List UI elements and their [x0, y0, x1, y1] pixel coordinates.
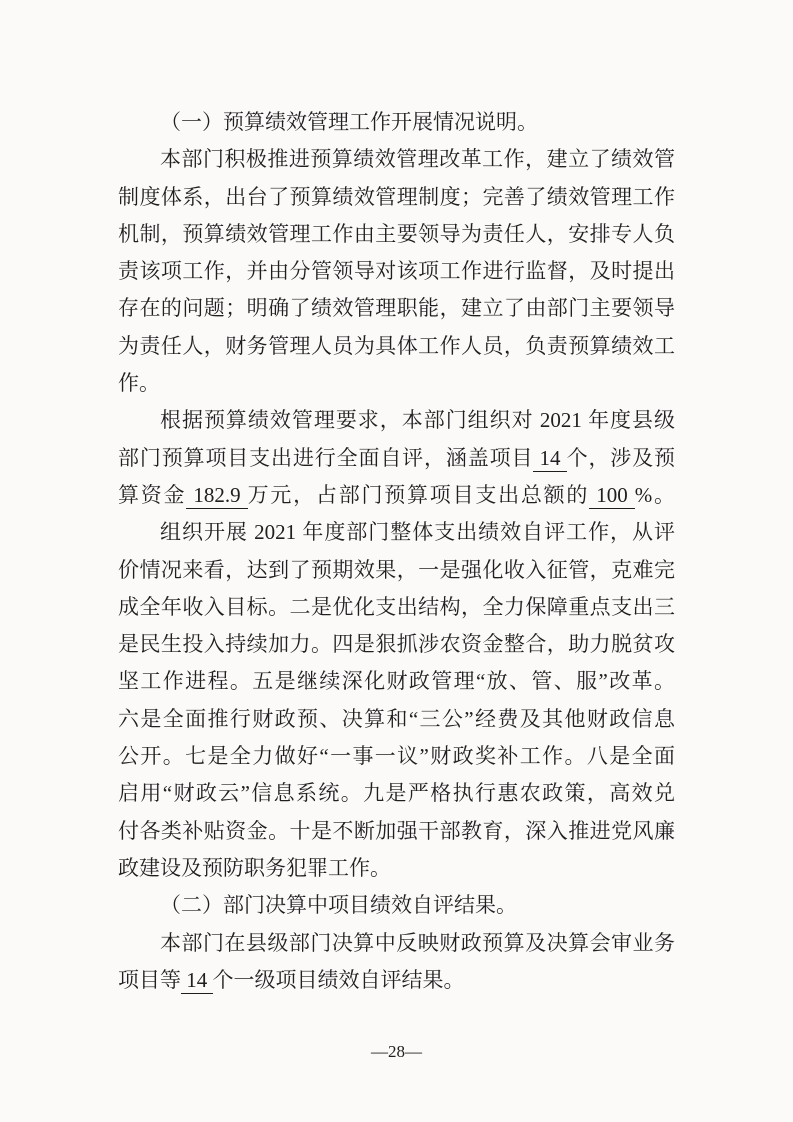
text-line [118, 365, 675, 402]
text-segment: 个，涉及预 [566, 445, 675, 470]
text-line [118, 328, 675, 365]
text-line [118, 589, 675, 626]
text-line [118, 514, 675, 551]
text-segment: 存在的问题；明确了绩效管理职能，建立了由部门主要领导 [118, 296, 675, 321]
text-segment: 根据预算绩效管理要求，本部门组织对 2021 年度县级 [160, 408, 675, 433]
text-segment: 部门预算项目支出进行全面自评，涵盖项目 [118, 445, 534, 470]
text-segment: 算资金 [118, 482, 187, 507]
text-segment: （二）部门决算中项目绩效自评结果。 [160, 893, 517, 918]
underlined-value: 14 [181, 967, 213, 992]
underlined-value: 100 [589, 482, 635, 507]
text-line [118, 775, 675, 812]
text-segment: （一）预算绩效管理工作开展情况说明。 [160, 110, 538, 134]
document-body [118, 104, 675, 999]
text-line [118, 402, 675, 439]
text-segment: 机制，预算绩效管理工作由主要领导为责任人，安排专人负 [118, 221, 675, 246]
text-line [118, 253, 675, 290]
section-heading-2 [118, 887, 675, 924]
text-line [118, 925, 675, 962]
text-segment: 价情况来看，达到了预期效果，一是强化收入征管，克难完 [118, 557, 675, 582]
text-segment: 坚工作进程。五是继续深化财政管理“放、管、服”改革。 [118, 669, 675, 694]
underlined-value: 14 [533, 445, 567, 470]
text-segment: 本部门积极推进预算绩效管理改革工作，建立了绩效管 [160, 147, 675, 172]
page-number: —28— [371, 1042, 422, 1061]
text-segment: 政建设及预防职务犯罪工作。 [118, 855, 391, 880]
text-segment: 公开。七是全力做好“一事一议”财政奖补工作。八是全面 [118, 744, 675, 769]
text-line [118, 290, 675, 327]
text-line [118, 179, 675, 216]
text-segment: %。 [634, 482, 675, 507]
text-line [118, 626, 675, 663]
text-segment: 责该项工作，并由分管领导对该项工作进行监督，及时提出 [118, 259, 675, 284]
text-segment: 为责任人，财务管理人员为具体工作人员，负责预算绩效工 [118, 333, 675, 358]
text-line [118, 141, 675, 178]
text-segment: 制度体系，出台了预算绩效管理制度；完善了绩效管理工作 [118, 184, 675, 209]
text-segment: 是民生投入持续加力。四是狠抓涉农资金整合，助力脱贫攻 [118, 632, 675, 657]
text-line [118, 701, 675, 738]
text-segment: 项目等 [118, 967, 181, 992]
text-segment: 作。 [118, 371, 160, 396]
text-segment: 成全年收入目标。二是优化支出结构，全力保障重点支出三 [118, 594, 675, 619]
page-footer [0, 1041, 793, 1063]
section-heading-1 [118, 104, 675, 141]
text-segment: 个一级项目绩效自评结果。 [212, 967, 465, 992]
text-line [118, 850, 675, 887]
text-segment: 启用“财政云”信息系统。九是严格执行惠农政策，高效兑 [118, 781, 675, 806]
text-segment: 付各类补贴资金。十是不断加强干部教育，深入推进党风廉 [118, 818, 675, 843]
text-line [118, 477, 675, 514]
text-line [118, 663, 675, 700]
text-line [118, 738, 675, 775]
text-segment: 本部门在县级部门决算中反映财政预算及决算会审业务 [160, 930, 675, 955]
text-segment: 组织开展 2021 年度部门整体支出绩效自评工作，从评 [160, 520, 675, 545]
text-line [118, 552, 675, 589]
text-line [118, 962, 675, 999]
text-line [118, 813, 675, 850]
text-line [118, 440, 675, 477]
text-segment: 万元，占部门预算项目支出总额的 [247, 482, 590, 507]
text-segment: 六是全面推行财政预、决算和“三公”经费及其他财政信息 [118, 706, 675, 731]
text-line [118, 216, 675, 253]
underlined-value: 182.9 [186, 482, 248, 507]
